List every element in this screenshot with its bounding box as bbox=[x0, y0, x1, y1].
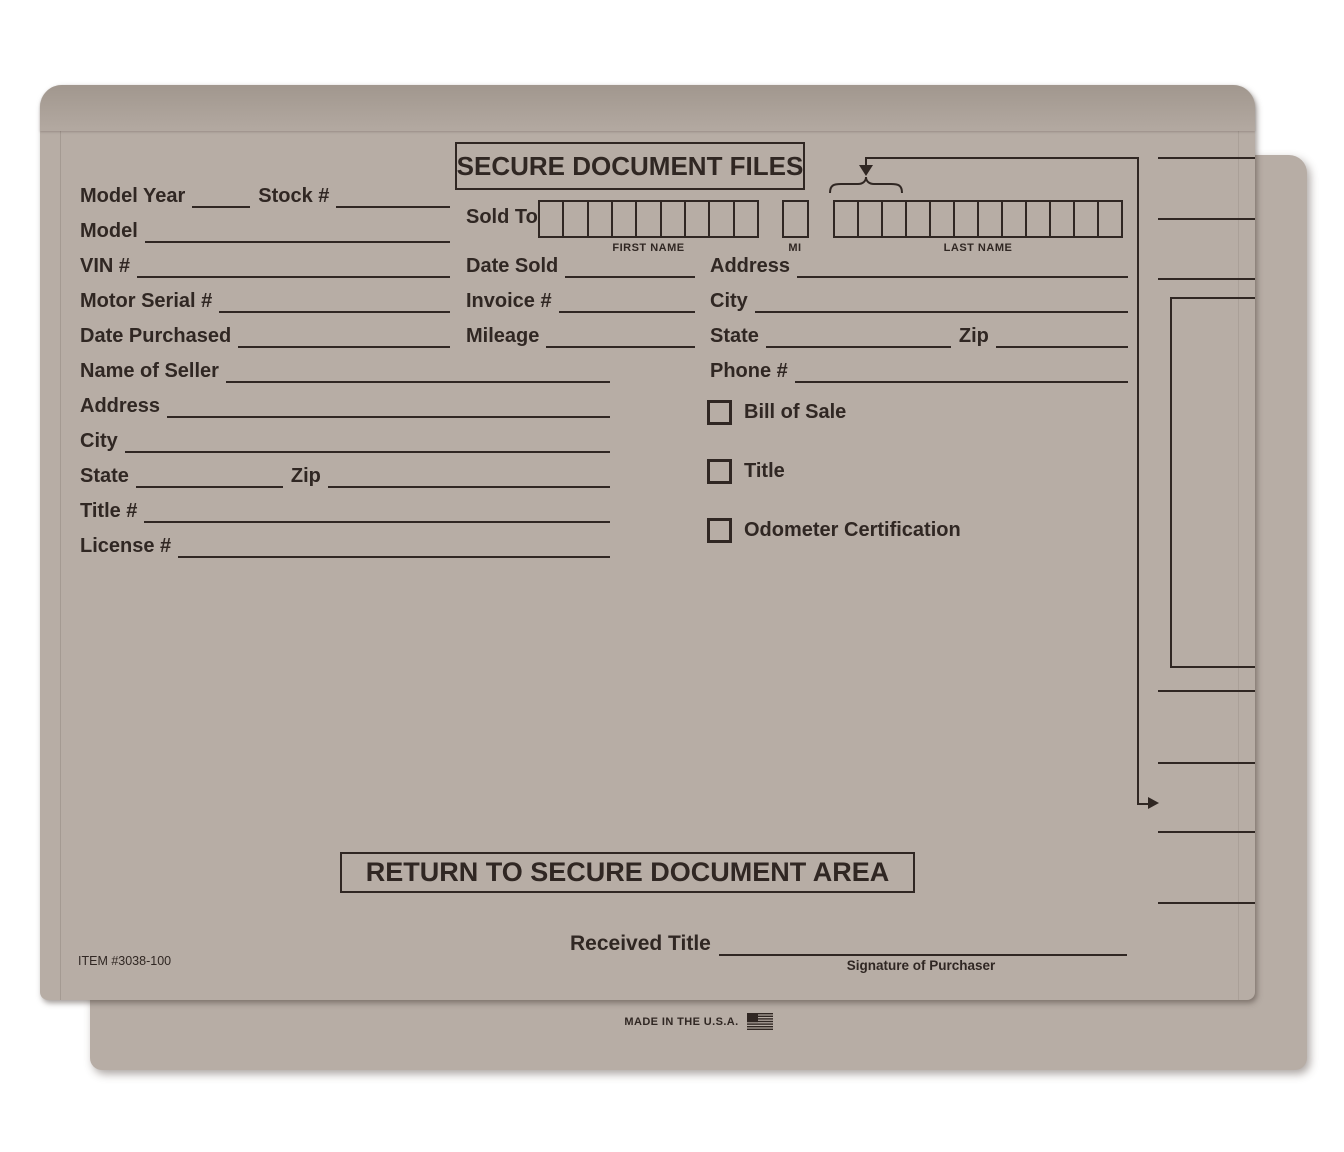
page-title: SECURE DOCUMENT FILES bbox=[456, 150, 804, 181]
name-cell bbox=[883, 202, 907, 236]
name-cell bbox=[564, 202, 588, 236]
blank-line bbox=[136, 462, 283, 488]
license-number-label: License # bbox=[80, 535, 172, 557]
blank-line bbox=[226, 357, 610, 383]
last-name-caption: LAST NAME bbox=[943, 242, 1013, 254]
checkbox-odometer bbox=[707, 518, 732, 543]
blank-line bbox=[192, 182, 250, 208]
doc-checklist-item-odometer bbox=[707, 518, 961, 543]
name-cell bbox=[955, 202, 979, 236]
checkbox-bill-of-sale bbox=[707, 400, 732, 425]
left-crease bbox=[60, 131, 61, 1000]
side-index-line bbox=[1158, 902, 1255, 904]
blank-line bbox=[238, 322, 450, 348]
name-cell bbox=[735, 202, 757, 236]
blank-line bbox=[795, 357, 1128, 383]
arrow-vertical-line bbox=[1137, 157, 1139, 805]
name-of-seller-label: Name of Seller bbox=[80, 360, 219, 382]
envelope-flap bbox=[40, 85, 1255, 131]
name-cell bbox=[1075, 202, 1099, 236]
blank-line bbox=[565, 252, 695, 278]
field-model-year-stock bbox=[80, 182, 450, 208]
field-name-of-seller bbox=[80, 357, 610, 383]
side-index-line bbox=[1158, 762, 1255, 764]
front-envelope bbox=[40, 85, 1255, 1000]
field-vin bbox=[80, 252, 450, 278]
name-cell bbox=[784, 202, 807, 236]
field-buyer-state-zip bbox=[710, 322, 1128, 348]
mileage-label: Mileage bbox=[466, 325, 540, 347]
field-seller-state-zip bbox=[80, 462, 610, 488]
name-cell bbox=[979, 202, 1003, 236]
field-date-sold bbox=[466, 252, 695, 278]
blank-line bbox=[144, 497, 610, 523]
field-buyer-city bbox=[710, 287, 1128, 313]
name-cell bbox=[1003, 202, 1027, 236]
field-received-title bbox=[570, 930, 1127, 956]
name-cell bbox=[540, 202, 564, 236]
checkbox-odometer-label: Odometer Certification bbox=[744, 519, 961, 541]
first-name-caption: FIRST NAME bbox=[612, 242, 685, 254]
last-name-boxes bbox=[833, 200, 1123, 238]
field-license-number bbox=[80, 532, 610, 558]
field-model bbox=[80, 217, 450, 243]
name-cell bbox=[637, 202, 661, 236]
middle-initial-caption: MI bbox=[788, 242, 802, 254]
stock-label: Stock # bbox=[258, 185, 330, 207]
sold-to-label: Sold To bbox=[466, 206, 538, 228]
field-buyer-address bbox=[710, 252, 1128, 278]
blank-line bbox=[328, 462, 610, 488]
date-purchased-label: Date Purchased bbox=[80, 325, 232, 347]
field-title-number bbox=[80, 497, 610, 523]
side-index-line bbox=[1158, 278, 1255, 280]
side-index-line bbox=[1158, 218, 1255, 220]
doc-checklist-item-bill-of-sale bbox=[707, 400, 846, 425]
made-in-row bbox=[90, 1013, 1307, 1030]
model-year-label: Model Year bbox=[80, 185, 186, 207]
blank-line bbox=[219, 287, 450, 313]
motor-serial-label: Motor Serial # bbox=[80, 290, 213, 312]
buyer-zip-label: Zip bbox=[958, 325, 989, 347]
field-motor-serial bbox=[80, 287, 450, 313]
right-arrowhead-icon bbox=[1148, 797, 1159, 809]
phone-label: Phone # bbox=[710, 360, 788, 382]
first-name-boxes bbox=[538, 200, 759, 238]
signature-line bbox=[719, 930, 1127, 956]
field-phone bbox=[710, 357, 1128, 383]
blank-line bbox=[546, 322, 695, 348]
return-banner-box bbox=[340, 852, 915, 893]
buyer-state-label: State bbox=[710, 325, 759, 347]
seller-state-label: State bbox=[80, 465, 129, 487]
blank-line bbox=[797, 252, 1128, 278]
arrow-horizontal-line bbox=[866, 157, 1137, 159]
side-index-line bbox=[1158, 831, 1255, 833]
blank-line bbox=[559, 287, 695, 313]
side-index-box bbox=[1170, 297, 1255, 668]
field-invoice bbox=[466, 287, 695, 313]
middle-initial-box bbox=[782, 200, 809, 238]
name-cell bbox=[931, 202, 955, 236]
name-cell bbox=[1027, 202, 1051, 236]
blank-line bbox=[137, 252, 450, 278]
checkbox-bill-of-sale-label: Bill of Sale bbox=[744, 401, 847, 423]
name-cell bbox=[835, 202, 859, 236]
item-number: ITEM #3038-100 bbox=[78, 954, 172, 968]
field-seller-address bbox=[80, 392, 610, 418]
name-cell bbox=[907, 202, 931, 236]
invoice-label: Invoice # bbox=[466, 290, 552, 312]
us-flag-icon bbox=[747, 1013, 773, 1030]
side-index-line bbox=[1158, 690, 1255, 692]
checkbox-title-label: Title bbox=[744, 460, 785, 482]
name-cell bbox=[710, 202, 734, 236]
buyer-address-label: Address bbox=[710, 255, 791, 277]
title-box bbox=[455, 142, 805, 190]
name-cell bbox=[686, 202, 710, 236]
blank-line bbox=[336, 182, 450, 208]
title-number-label: Title # bbox=[80, 500, 138, 522]
buyer-city-label: City bbox=[710, 290, 748, 312]
signature-caption: Signature of Purchaser bbox=[846, 958, 996, 973]
name-cell bbox=[662, 202, 686, 236]
field-date-purchased bbox=[80, 322, 450, 348]
doc-checklist-item-title bbox=[707, 459, 785, 484]
name-cell bbox=[589, 202, 613, 236]
vin-label: VIN # bbox=[80, 255, 131, 277]
brace-icon bbox=[828, 177, 904, 193]
name-cell bbox=[1099, 202, 1121, 236]
return-banner-text: RETURN TO SECURE DOCUMENT AREA bbox=[365, 857, 890, 887]
name-cell bbox=[1051, 202, 1075, 236]
made-in-label: MADE IN THE U.S.A. bbox=[624, 1015, 739, 1028]
blank-line bbox=[766, 322, 951, 348]
model-label: Model bbox=[80, 220, 138, 242]
blank-line bbox=[996, 322, 1128, 348]
field-seller-city bbox=[80, 427, 610, 453]
name-cell bbox=[859, 202, 883, 236]
seller-zip-label: Zip bbox=[290, 465, 321, 487]
blank-line bbox=[755, 287, 1128, 313]
blank-line bbox=[178, 532, 610, 558]
blank-line bbox=[145, 217, 450, 243]
side-index-line bbox=[1158, 157, 1255, 159]
blank-line bbox=[167, 392, 610, 418]
received-title-label: Received Title bbox=[570, 932, 711, 955]
date-sold-label: Date Sold bbox=[466, 255, 559, 277]
checkbox-title bbox=[707, 459, 732, 484]
blank-line bbox=[125, 427, 610, 453]
seller-city-label: City bbox=[80, 430, 118, 452]
seller-address-label: Address bbox=[80, 395, 161, 417]
name-cell bbox=[613, 202, 637, 236]
field-mileage bbox=[466, 322, 695, 348]
down-arrowhead-icon bbox=[859, 165, 873, 176]
